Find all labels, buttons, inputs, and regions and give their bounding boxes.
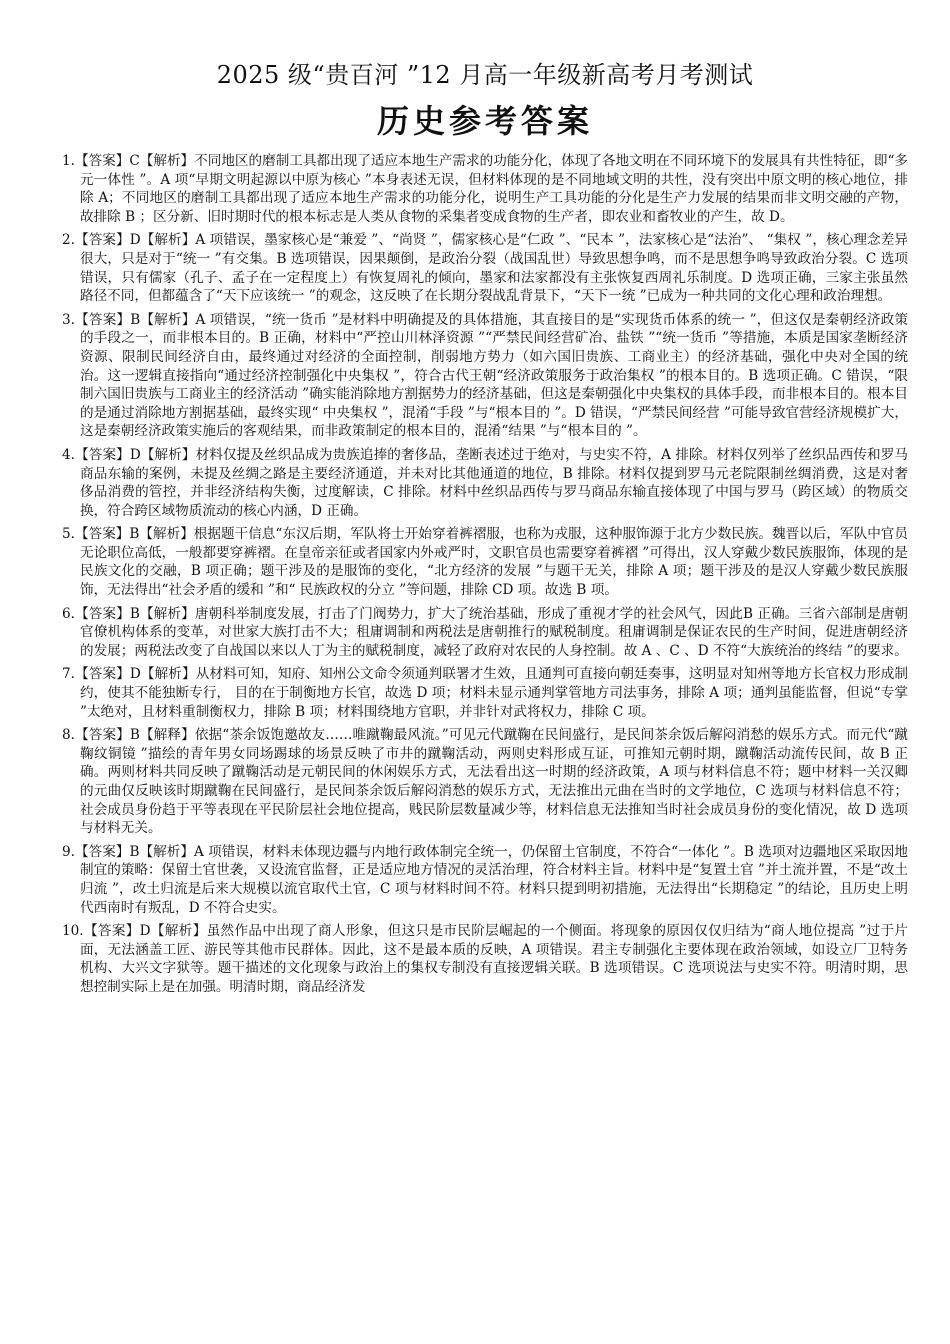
answer-number: 3. — [62, 311, 75, 328]
answer-number: 8. — [62, 727, 75, 744]
answer-text: 【答案】D【解析】材料仅提及丝织品成为贵族追捧的奢侈品，垄断表述过于绝对，与史实不符，A 排除。材料仅列举了丝织品西传和罗马商品东输的案例，未提及丝绸之路是主要经济通道，并未对比其他通道的地位，B 排除。材料仅提到罗马元老院限制丝绸消费，这是对奢侈品消费的管控，并非经济结构失衡，过度解读，C 排除。材料中丝织品西传与罗马商品东输直接体现了中国与罗马（跨区域）的物质交换，符合跨区域物质流动的核心内涵，D 正确。 — [74, 446, 908, 519]
answer-item-6 — [62, 605, 908, 661]
answer-item-3 — [62, 311, 908, 441]
answer-number: 5. — [62, 526, 75, 543]
answer-list — [62, 152, 908, 997]
answer-number: 6. — [62, 605, 75, 622]
answer-key-heading: 历史参考答案 — [376, 102, 593, 140]
answer-number: 10. — [62, 923, 84, 940]
answer-item-8 — [62, 726, 908, 838]
answer-text: 【答案】D【解析】从材料可知，知府、知州公文命令须通判联署才生效，且通判可直接向朝廷奏事，这明显对知州等地方长官权力形成制约，使其不能独断专行， 目的在于制衡地方长官，故选 D 项；材料未显示通判掌管地方司法事务，排除 A 项；通判虽能监督，但说“专掌 ”太绝对，且材料重制衡权力，排除 B 项；材料围绕地方官职，并非针对武将权力，排除 C 项。 — [74, 666, 908, 720]
answer-text: 【答案】C【解析】不同地区的磨制工具都出现了适应本地生产需求的功能分化，体现了各地文明在不同环境下的发展具有共性特征，即“多元一体性 ”。A 项“早期文明起源以中原为核心 ”本身表述无误，但材料体现的是不同地域文明的共性，没有突出中原文明的核心地位，排除 A；不同地区的磨制工具都出现了适应本地生产需求的功能分化，说明生产工具功能的分化是生产力发展的结果而非文明交融的产物，故排除 B ；区分新、旧时期时代的根本标志是人类从食物的采集者变成食物的生产者，即农业和畜牧业的产生，故 D。 — [74, 153, 908, 225]
answer-text: 【答案】D【解析】A 项错误，墨家核心是“兼爱 ”、“尚贤 ”，儒家核心是“仁政 ”、“民本 ”，法家核心是“法治”、 “集权 ”，核心理念差异很大，只是对于“统一 ”有交集。B 选项错误，因果颠倒，是政治分裂（战国乱世）导致思想争鸣，而不是思想争鸣导致政治分裂。C 选项错误，只有儒家（孔子、孟子在一定程度上）有恢复周礼的倾向，墨家和法家都没有主张恢复西周礼乐制度。D 选项正确，三家主张虽然路径不同，但都蕴含了“天下应该统一 ”的观念，这反映了在长期分裂战乱背景下，“天下一统 ”已成为一种共同的文化心理和政治理想。 — [74, 232, 908, 305]
answer-item-10 — [62, 922, 908, 996]
answer-text: 【答案】B【解析】A 项错误，材料未体现边疆与内地行政体制完全统一，仍保留土官制度，不符合“一体化 ”。B 选项对边疆地区采取因地制宜的策略：保留土官世袭，又设流官监督，正是适应地方情况的灵活治理，符合材料主旨。材料中是“复置土官 ”并土流并置，不是“改土归流 ”，改土归流是后来大规模以流官取代土官，C 项与材料时间不符。材料只提到明初措施，无法得出“长期稳定 ”的结论，且历史上明代西南时有叛乱，D 不符合史实。 — [74, 843, 908, 916]
answer-item-2 — [62, 231, 908, 305]
answer-item-1 — [62, 152, 908, 226]
answer-item-4 — [62, 446, 908, 520]
answer-number: 4. — [62, 446, 75, 463]
answer-number: 2. — [62, 232, 75, 249]
answer-item-9 — [62, 843, 908, 917]
answer-text: 【答案】B【解释】依据“茶余饭饱邀故友……唯蹴鞠最风流。”可见元代蹴鞠在民间盛行，是民间茶余饭后解闷消愁的娱乐方式。而元代“蹴鞠纹铜镜 ”描绘的青年男女同场踢球的场景反映了市井的蹴鞠活动，两则史料形成互证，可推知元朝时期，蹴鞠活动流传民间，故 B 正确。两则材料共同反映了蹴鞠活动是元朝民间的休闲娱乐方式，无法看出这一时期的经济政策，A 项与材料信息不符；题中材料一关汉卿的元曲仅反映该时期蹴鞠在民间盛行，是民间茶余饭后解闷消愁的娱乐方式，无法推出元曲在当时的文学地位，C 选项与材料信息不符；社会成员身份趋于平等表现在平民阶层社会地位提高，贱民阶层数量减少等，材料信息无法推知当时社会成员身份的变化情况，故 D 选项与材料无关。 — [74, 727, 908, 837]
answer-text: 【答案】B【解析】唐朝科举制度发展，打击了门阀势力，扩大了统治基础，形成了重视才学的社会风气，因此B 正确。三省六部制是唐朝官僚机构体系的变革，对世家大族打击不大；租庸调制和两税法是唐朝推行的赋税制度。租庸调制是保证农民的生产时间，促进唐朝经济的发展；两税法改变了自战国以来以人丁为主的赋税制度，减轻了政府对农民的人身控制。故 A 、C 、D 不符“大族统治的终结 ”的要求。 — [74, 605, 908, 659]
answer-number: 1. — [62, 153, 75, 169]
answer-text: 【答案】D【解析】虽然作品中出现了商人形象，但这只是市民阶层崛起的一个侧面。将现象的原因仅仅归结为“商人地位提高 ”过于片面，无法涵盖工匠、游民等其他市民群体。因此，这不是最本质的反映，A 项错误。君主专制强化主要体现在政治领域，如设立厂卫特务机构、大兴文字狱等。题干描述的文化现象与政治上的集权专制没有直接逻辑关联。B 选项错误。C 选项说法与史实不符。明清时期，思想控制实际上是在加强。明清时期，商品经济发 — [80, 923, 908, 995]
answer-text: 【答案】B【解析】A 项错误，“统一货币 ”是材料中明确提及的具体措施，其直接目的是“实现货币体系的统一 ”，但这仅是秦朝经济政策的手段之一，而非根本目的。B 正确，材料中“严控山川林泽资源 ”“严禁民间经营矿冶、盐铁 ”“统一货币 ”等措施，本质是国家垄断经济资源、限制民间经济自由，最终通过对经济的全面控制，削弱地方势力（如六国旧贵族、工商业主）的经济基础，强化中央对全国的统治。这一逻辑直接指向“通过经济控制强化中央集权 ”，符合古代王朝“经济政策服务于政治集权 ”的根本目的。B 选项正确。C 错误，“限制六国旧贵族与工商业主的经济活动 ”确实能消除地方割据势力的经济基础，但这是秦朝强化中央集权的具体手段，而非根本目的。根本目的是通过消除地方割据基础，最终实现“ 中央集权 ”，混淆“手段 ”与“根本目的 ”。D 错误，“严禁民间经营 ”可能导致官营经济规模扩大，这是秦朝经济政策实施后的客观结果，而非政策制定的根本目的，混淆“结果 ”与“根本目的 ”。 — [74, 311, 908, 440]
answer-number: 7. — [62, 666, 75, 683]
answer-item-5 — [62, 525, 908, 599]
answer-item-7 — [62, 665, 908, 721]
exam-title: 2025 级“贵百河 ”12 月高一年级新高考月考测试 — [216, 61, 754, 89]
answer-text: 【答案】B【解析】根据题干信息“东汉后期，军队将士开始穿着裤褶服，也称为戎服，这种服饰源于北方少数民族。魏晋以后，军队中官员无论职位高低，一般都要穿裤褶。在皇帝亲征或者国家内外戒严时，文职官员也需要穿着裤褶 ”可得出，汉人穿戴少数民族服饰，体现的是民族文化的交融，B 项正确；题干涉及的是服饰的变化，“北方经济的发展 ”与题干无关，排除 A 项；题干涉及的是汉人穿戴少数民族服饰，无法得出“社会矛盾的缓和 ”和“ 民族政权的分立 ”等问题，排除 CD 项。故选 B 项。 — [74, 526, 908, 599]
answer-number: 9. — [62, 843, 75, 860]
